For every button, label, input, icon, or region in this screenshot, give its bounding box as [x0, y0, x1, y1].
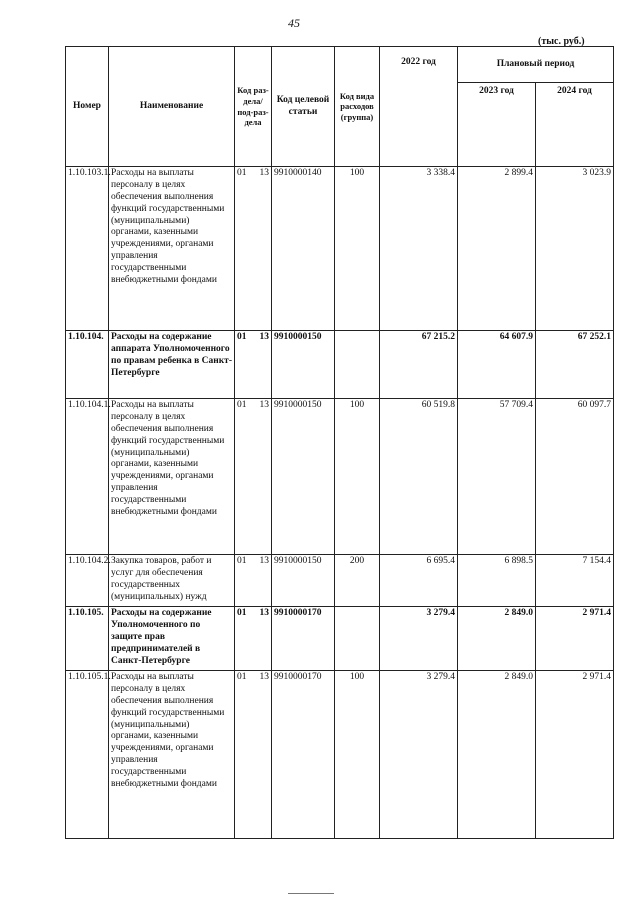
subsection-code: 13 [259, 608, 269, 618]
table-row [66, 331, 614, 399]
row-section-code [235, 671, 272, 839]
table-row [66, 555, 614, 607]
row-value-2024: 7 154.4 [536, 555, 614, 607]
row-number: 1.10.104. [66, 331, 109, 399]
budget-table [65, 46, 614, 839]
row-section-code [235, 555, 272, 607]
section-code: 01 [237, 556, 247, 566]
row-value-2022: 3 279.4 [380, 607, 458, 671]
row-expense-type-code [335, 331, 380, 399]
subsection-code: 13 [259, 168, 269, 178]
row-value-2024: 2 971.4 [536, 671, 614, 839]
row-section-code [235, 399, 272, 555]
row-expense-type-code: 100 [335, 167, 380, 331]
row-value-2024: 60 097.7 [536, 399, 614, 555]
subsection-code: 13 [259, 672, 269, 682]
row-section-code [235, 167, 272, 331]
section-code: 01 [237, 168, 247, 178]
row-target-code: 9910000150 [272, 399, 335, 555]
row-number: 1.10.103.1. [66, 167, 109, 331]
row-name: Расходы на содержание Уполномоченного по защите прав предпринимателей в Санкт-Петербурге [109, 607, 235, 671]
row-value-2022: 60 519.8 [380, 399, 458, 555]
subsection-code: 13 [259, 332, 269, 342]
row-target-code: 9910000150 [272, 331, 335, 399]
row-number: 1.10.105. [66, 607, 109, 671]
header-name: Наименование [109, 47, 235, 167]
header-year-2023: 2023 год [458, 83, 536, 167]
row-value-2023: 6 898.5 [458, 555, 536, 607]
header-planned-period: Плановый период [458, 47, 614, 83]
table-body [66, 167, 614, 839]
row-value-2023: 2 899.4 [458, 167, 536, 331]
row-number: 1.10.104.1. [66, 399, 109, 555]
row-value-2023: 64 607.9 [458, 331, 536, 399]
section-code: 01 [237, 400, 247, 410]
row-target-code: 9910000140 [272, 167, 335, 331]
row-value-2022: 3 338.4 [380, 167, 458, 331]
section-code: 01 [237, 332, 247, 342]
unit-note: (тыс. руб.) [538, 36, 585, 47]
page-number: 45 [288, 16, 300, 30]
row-value-2022: 67 215.2 [380, 331, 458, 399]
row-name: Расходы на выплаты персоналу в целях обеспечения выполнения функций государственными (муниципальными) органами, казенными учреждениями, органами управления государственными внебюджетными фондами [109, 671, 235, 839]
row-value-2022: 3 279.4 [380, 671, 458, 839]
row-value-2023: 57 709.4 [458, 399, 536, 555]
section-code: 01 [237, 608, 247, 618]
row-section-code [235, 331, 272, 399]
header-year-2024: 2024 год [536, 83, 614, 167]
table-row [66, 671, 614, 839]
row-section-code [235, 607, 272, 671]
header-target-code: Код целевой статьи [272, 47, 335, 167]
subsection-code: 13 [259, 400, 269, 410]
row-target-code: 9910000170 [272, 607, 335, 671]
row-expense-type-code: 100 [335, 399, 380, 555]
row-number: 1.10.104.2. [66, 555, 109, 607]
row-name: Расходы на выплаты персоналу в целях обеспечения выполнения функций государственными (муниципальными) органами, казенными учреждениями, органами управления государственными внебюджетными фондами [109, 167, 235, 331]
row-value-2022: 6 695.4 [380, 555, 458, 607]
table-row [66, 607, 614, 671]
row-expense-type-code: 100 [335, 671, 380, 839]
table-row [66, 399, 614, 555]
row-name: Расходы на содержание аппарата Уполномоченного по правам ребенка в Санкт-Петербурге [109, 331, 235, 399]
header-year-2022: 2022 год [380, 47, 458, 167]
table-row [66, 167, 614, 331]
header-number: Номер [66, 47, 109, 167]
header-section-code: Код раз-дела/ под-раз-дела [235, 47, 272, 167]
row-target-code: 9910000170 [272, 671, 335, 839]
section-code: 01 [237, 672, 247, 682]
row-value-2024: 2 971.4 [536, 607, 614, 671]
row-expense-type-code [335, 607, 380, 671]
row-value-2023: 2 849.0 [458, 671, 536, 839]
header-expense-type-code: Код вида расходов (группа) [335, 47, 380, 167]
row-number: 1.10.105.1. [66, 671, 109, 839]
row-value-2023: 2 849.0 [458, 607, 536, 671]
row-name: Закупка товаров, работ и услуг для обеспечения государственных (муниципальных) нужд [109, 555, 235, 607]
subsection-code: 13 [259, 556, 269, 566]
row-value-2024: 67 252.1 [536, 331, 614, 399]
row-target-code: 9910000150 [272, 555, 335, 607]
footer-divider [288, 893, 334, 894]
row-expense-type-code: 200 [335, 555, 380, 607]
row-value-2024: 3 023.9 [536, 167, 614, 331]
row-name: Расходы на выплаты персоналу в целях обеспечения выполнения функций государственными (муниципальными) органами, казенными учреждениями, органами управления государственными внебюджетными фондами [109, 399, 235, 555]
